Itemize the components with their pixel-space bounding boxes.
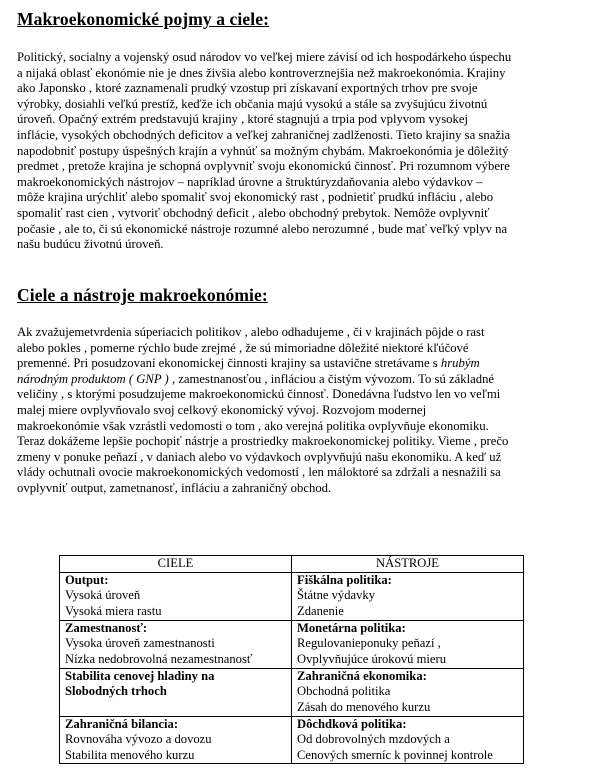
section-title-concepts: Makroekonomické pojmy a ciele: <box>17 9 270 29</box>
tool-item: Cenových smerníc k povinnej kontrole <box>297 747 493 762</box>
goal-cell <box>60 573 292 621</box>
text-line: počasie , ale to, či sú ekonomické nástroje rozumné alebo nerozumné , bude mať veľký vplyv na <box>17 221 508 236</box>
text-line: výrobky, dosiahli veľkú prestíž, keďže ich občania majú vysokú a stále sa zvyšujúcu životnú <box>17 96 488 111</box>
tool-title: Fiškálna politika: <box>297 573 392 587</box>
text-line: predmet , pretože krajina je schopná ovplyvniť svoju ekonomickú činnosť. Pri rozumnom výbere <box>17 159 510 174</box>
goal-item: Vysoká miera rastu <box>65 603 162 618</box>
text-line: alebo pokles , pomerne rýchlo bude zrejmé , že sú mimoriadne dôležité niektoré kľúčové <box>17 340 469 355</box>
italic-term: národným produktom ( GNP ) <box>17 371 169 386</box>
goal-title: Zamestnanosť: <box>65 621 148 635</box>
tool-item: Od dobrovolných mzdových a <box>297 732 450 747</box>
tool-title: Monetárna politika: <box>297 621 406 635</box>
text-line <box>17 356 573 372</box>
tool-cell <box>292 717 524 764</box>
text-line: úroveň. Opačný extrém predstavujú krajiny , ktoré stagnujú a trpia pod vplyvom vysokej <box>17 112 469 127</box>
text-line: Teraz dokážeme lepšie pochopiť nástrje a prostriedky makroekonomickej politiky. Vieme , prečo <box>17 434 509 449</box>
text-line: ako Japonsko , ktoré zaznamenali prudký vzostup pri získavaní exportných trhov pre svoje <box>17 81 478 96</box>
text-line: makroekonomických nástrojov – napríklad úrovne a štruktúryzdaňovania alebo výdavkov – <box>17 174 483 189</box>
italic-term: hrubým <box>440 356 480 371</box>
tool-cell <box>292 621 524 669</box>
tool-title: Zahraničná ekonomika: <box>297 669 427 683</box>
table-row <box>60 621 524 669</box>
text-line: makroekonómie však vzrástli vedomosti o tom , ako verejná politika ovplyvňuje ekonomiku. <box>17 418 489 433</box>
text-line: malej miere ovplyvňovalo svoj celkový ekonomický vývoj. Rozvojom modernej <box>17 402 427 417</box>
goal-cell <box>60 717 292 764</box>
goal-item: Vysoká úroveň <box>65 588 141 603</box>
tool-item: Zdanenie <box>297 603 344 618</box>
text-line <box>17 372 573 388</box>
text-line: Politický, socialny a vojenský osud národov vo veľkej miere závisí od ich hospodárkeho úspechu <box>17 50 512 64</box>
goal-title: Zahraničná bilancia: <box>65 717 179 731</box>
tool-item: Obchodná politika <box>297 684 391 699</box>
table-row <box>60 669 524 717</box>
goal-title-cont: Slobodných trhoch <box>65 684 167 699</box>
tool-item: Zásah do menového kurzu <box>297 699 431 714</box>
text-fragment: , zamestnanosťou , infláciou a čistým vývozom. To sú základné <box>168 371 495 386</box>
text-line: spomaliť rast cien , vytvoriť obchodný deficit , alebo obchodný prebytok. Nemôže ovplyvniť <box>17 205 490 220</box>
tool-cell <box>292 573 524 621</box>
text-line: inflácie, vysokých obchodných deficitov a veľkej zahraničnej zadlženosti. Tieto krajiny sa snažia <box>17 127 511 142</box>
text-line: a nijaká oblasť ekonómie nie je dnes živšia alebo kontroverznejšia než makroekonómia. Krajiny <box>17 65 506 80</box>
tool-title: Dôchdková politika: <box>297 717 407 731</box>
text-line: zmeny v ponuke peňazí , v daniach alebo vo výdavkoch ovplyvňujú našu ekonomiku. A keď už <box>17 449 502 464</box>
text-line: môže krajina urýchliť alebo spomaliť svoj ekonomický rast , podnietiť prudkú infláciu , alebo <box>17 190 494 205</box>
tool-item: Ovplyvňujúce úrokovú mieru <box>297 651 446 666</box>
text-line: napodobniť postupy úspešných krajín a vyhnúť sa možným chybám. Makroekonómia je dôležitý <box>17 143 509 158</box>
table-row <box>60 573 524 621</box>
tool-item: Regulovanieponuky peňazí , <box>297 636 441 651</box>
goal-cell <box>60 669 292 717</box>
text-line: vlády ochutnali ovocie makroekonomických vedomostí , len máloktoré sa zdržali a nesnažili sa <box>17 465 501 480</box>
tool-item: Štátne výdavky <box>297 588 375 603</box>
table-row <box>60 717 524 764</box>
header-goals: CIELE <box>60 556 292 573</box>
text-fragment: premenné. Pri posudzovaní ekonomickej činnosti krajiny sa ustavične stretávame s <box>17 356 441 371</box>
text-line: Ak zvažujemetvrdenia súperiacich politikov , alebo odhadujeme , či v krajinách pôjde o rast <box>17 325 485 339</box>
paragraph-concepts <box>17 50 573 253</box>
tool-cell <box>292 669 524 717</box>
goal-title: Output: <box>65 573 109 587</box>
paragraph-goals-tools <box>17 325 573 497</box>
goal-item: Vysoka úroveň zamestnanosti <box>65 636 215 651</box>
section-title-goals-tools: Ciele a nástroje makroekonómie: <box>17 285 268 305</box>
text-line: našu budúcu životnú úroveň. <box>17 237 164 252</box>
goal-item: Nízka nedobrovolná nezamestnanosť <box>65 651 253 666</box>
goal-item: Rovnováha vývozo a dovozu <box>65 732 212 747</box>
goals-tools-table <box>59 555 524 764</box>
goal-cell <box>60 621 292 669</box>
header-tools: NÁSTROJE <box>292 556 524 573</box>
text-line: ovplyvniť output, zametnanosť, infláciu a zahraničný obchod. <box>17 480 332 495</box>
table-header-row <box>60 556 524 573</box>
text-line: veličiny , s ktorými posudzujeme makroekonomickú činnosť. Donedávna ľudstvo len vo veľmi <box>17 387 501 402</box>
goal-title: Stabilita cenovej hladiny na <box>65 669 215 683</box>
goal-item: Stabilita menového kurzu <box>65 747 195 762</box>
